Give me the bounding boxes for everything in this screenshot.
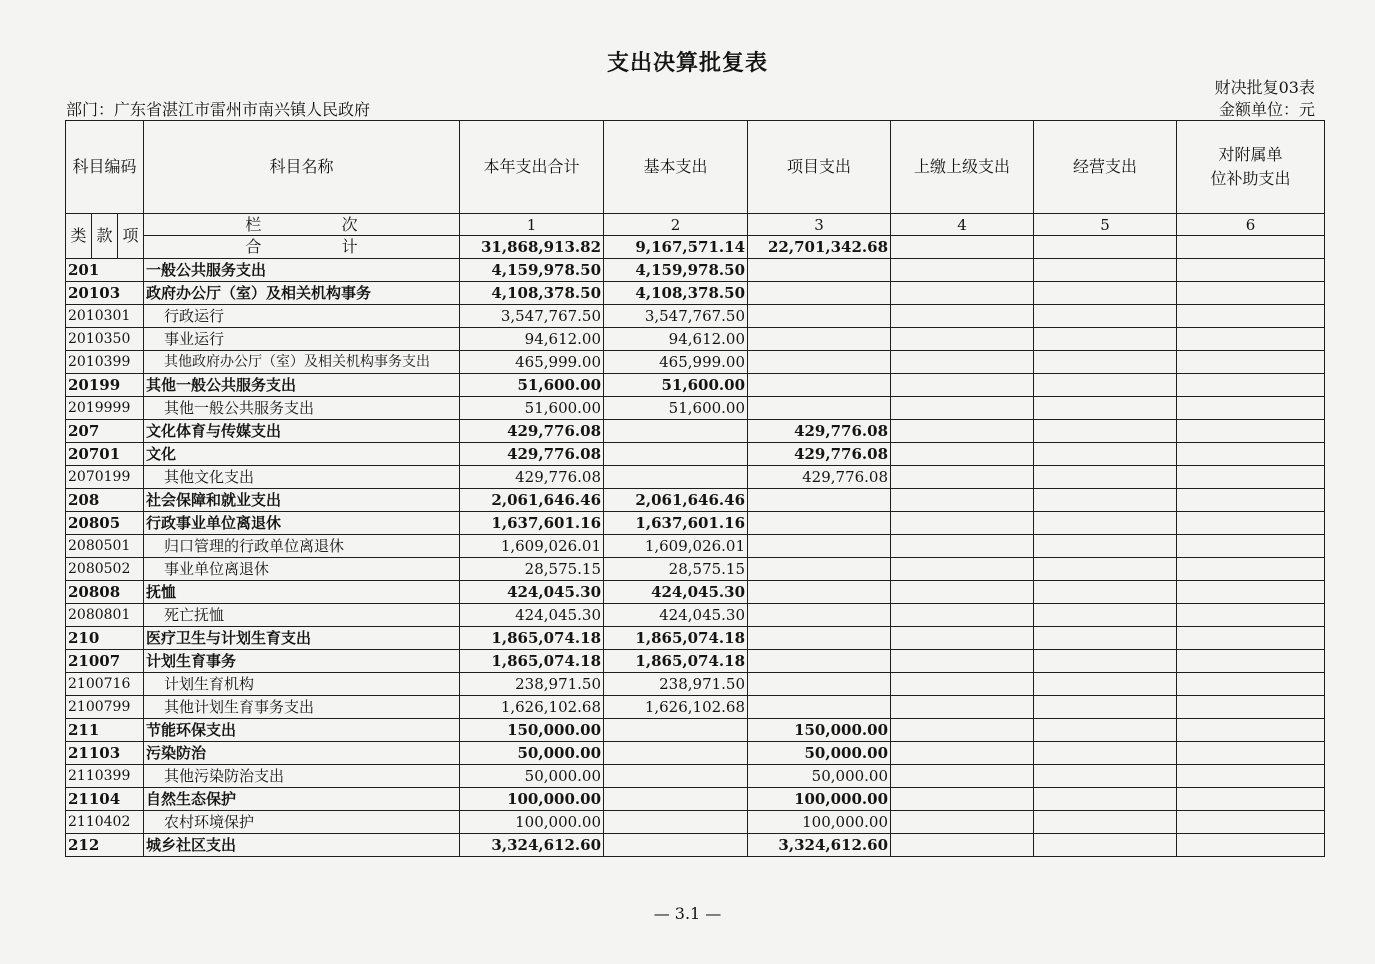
- table-row: [66, 259, 1325, 282]
- table-row: [66, 420, 1325, 443]
- row-name: 污染防治: [144, 742, 460, 765]
- row-project: [748, 512, 891, 535]
- row-subsidy: [1177, 719, 1325, 742]
- table-row: [66, 535, 1325, 558]
- row-project: 50,000.00: [748, 742, 891, 765]
- row-name: 政府办公厅（室）及相关机构事务: [144, 282, 460, 305]
- row-basic: 424,045.30: [604, 604, 748, 627]
- row-basic: 1,865,074.18: [604, 627, 748, 650]
- row-code: 20808: [66, 581, 144, 604]
- table-row: [66, 581, 1325, 604]
- row-total: 429,776.08: [460, 443, 604, 466]
- row-upper: [891, 627, 1034, 650]
- row-project: 50,000.00: [748, 765, 891, 788]
- table-row: [66, 627, 1325, 650]
- row-upper: [891, 420, 1034, 443]
- row-upper: [891, 581, 1034, 604]
- row-code: 208: [66, 489, 144, 512]
- row-project: 3,324,612.60: [748, 834, 891, 857]
- table-row: [66, 374, 1325, 397]
- row-upper: [891, 489, 1034, 512]
- row-total: 51,600.00: [460, 397, 604, 420]
- expenditure-table: [65, 120, 1325, 857]
- row-total: 1,865,074.18: [460, 650, 604, 673]
- row-basic: 465,999.00: [604, 351, 748, 374]
- row-business: [1034, 627, 1177, 650]
- table-row: [66, 512, 1325, 535]
- row-total: 1,609,026.01: [460, 535, 604, 558]
- row-basic: [604, 719, 748, 742]
- header-project: 项目支出: [748, 121, 891, 214]
- row-name: 医疗卫生与计划生育支出: [144, 627, 460, 650]
- header-subsidy-line1: 对附属单: [1218, 145, 1283, 164]
- table-row: [66, 650, 1325, 673]
- table-row: [66, 351, 1325, 374]
- row-upper: [891, 535, 1034, 558]
- row-total: 4,108,378.50: [460, 282, 604, 305]
- table-row: [66, 696, 1325, 719]
- row-business: [1034, 512, 1177, 535]
- row-code: 21103: [66, 742, 144, 765]
- row-total: 1,865,074.18: [460, 627, 604, 650]
- row-project: [748, 489, 891, 512]
- row-project: [748, 535, 891, 558]
- row-name: 其他政府办公厅（室）及相关机构事务支出: [144, 351, 460, 374]
- row-name: 节能环保支出: [144, 719, 460, 742]
- row-code: 207: [66, 420, 144, 443]
- grand-total-project: 22,701,342.68: [748, 236, 891, 259]
- row-subsidy: [1177, 558, 1325, 581]
- row-subsidy: [1177, 397, 1325, 420]
- row-name: 自然生态保护: [144, 788, 460, 811]
- heji-label: [144, 236, 460, 259]
- row-name: 行政事业单位离退休: [144, 512, 460, 535]
- row-basic: 3,547,767.50: [604, 305, 748, 328]
- row-business: [1034, 581, 1177, 604]
- row-total: 429,776.08: [460, 466, 604, 489]
- row-business: [1034, 719, 1177, 742]
- row-upper: [891, 443, 1034, 466]
- row-total: 100,000.00: [460, 811, 604, 834]
- row-project: [748, 696, 891, 719]
- col-index-1: 1: [460, 214, 604, 236]
- lanci-char-a: 栏: [245, 214, 262, 234]
- row-business: [1034, 374, 1177, 397]
- row-basic: 1,637,601.16: [604, 512, 748, 535]
- row-subsidy: [1177, 581, 1325, 604]
- row-upper: [891, 305, 1034, 328]
- grand-total-basic: 9,167,571.14: [604, 236, 748, 259]
- row-upper: [891, 466, 1034, 489]
- row-subsidy: [1177, 811, 1325, 834]
- row-business: [1034, 650, 1177, 673]
- row-name: 社会保障和就业支出: [144, 489, 460, 512]
- row-upper: [891, 834, 1034, 857]
- row-project: [748, 351, 891, 374]
- row-upper: [891, 788, 1034, 811]
- row-subsidy: [1177, 305, 1325, 328]
- table-row: [66, 742, 1325, 765]
- header-subsidy: [1177, 121, 1325, 214]
- row-subsidy: [1177, 282, 1325, 305]
- row-upper: [891, 811, 1034, 834]
- row-name: 农村环境保护: [144, 811, 460, 834]
- table-body: [66, 259, 1325, 857]
- row-upper: [891, 328, 1034, 351]
- row-business: [1034, 466, 1177, 489]
- row-name: 文化体育与传媒支出: [144, 420, 460, 443]
- row-subsidy: [1177, 765, 1325, 788]
- row-business: [1034, 673, 1177, 696]
- col-index-3: 3: [748, 214, 891, 236]
- row-name: 其他一般公共服务支出: [144, 374, 460, 397]
- row-business: [1034, 834, 1177, 857]
- col-index-5: 5: [1034, 214, 1177, 236]
- table-row: [66, 328, 1325, 351]
- row-business: [1034, 397, 1177, 420]
- row-code: 2100716: [66, 673, 144, 696]
- row-upper: [891, 558, 1034, 581]
- row-business: [1034, 535, 1177, 558]
- header-name: 科目名称: [144, 121, 460, 214]
- row-name: 计划生育机构: [144, 673, 460, 696]
- page-title: 支出决算批复表: [606, 51, 768, 76]
- row-code: 2010301: [66, 305, 144, 328]
- row-total: 4,159,978.50: [460, 259, 604, 282]
- row-total: 3,324,612.60: [460, 834, 604, 857]
- row-total: 3,547,767.50: [460, 305, 604, 328]
- table-row: [66, 305, 1325, 328]
- row-basic: 2,061,646.46: [604, 489, 748, 512]
- row-basic: 1,865,074.18: [604, 650, 748, 673]
- row-name: 文化: [144, 443, 460, 466]
- row-total: 150,000.00: [460, 719, 604, 742]
- row-code: 2010399: [66, 351, 144, 374]
- row-business: [1034, 259, 1177, 282]
- row-basic: [604, 443, 748, 466]
- table-row: [66, 811, 1325, 834]
- row-upper: [891, 765, 1034, 788]
- row-name: 其他计划生育事务支出: [144, 696, 460, 719]
- row-project: [748, 604, 891, 627]
- table-row: [66, 282, 1325, 305]
- row-total: 50,000.00: [460, 742, 604, 765]
- row-business: [1034, 328, 1177, 351]
- row-project: [748, 328, 891, 351]
- row-code: 2080801: [66, 604, 144, 627]
- row-code: 2080502: [66, 558, 144, 581]
- row-project: [748, 581, 891, 604]
- row-basic: 94,612.00: [604, 328, 748, 351]
- form-number: 财决批复03表: [1214, 78, 1315, 97]
- row-code: 2110399: [66, 765, 144, 788]
- table-row: [66, 673, 1325, 696]
- lanci-label: [144, 214, 460, 236]
- row-total: 100,000.00: [460, 788, 604, 811]
- row-code: 20103: [66, 282, 144, 305]
- row-basic: [604, 420, 748, 443]
- row-subsidy: [1177, 512, 1325, 535]
- row-total: 238,971.50: [460, 673, 604, 696]
- row-basic: 51,600.00: [604, 397, 748, 420]
- row-upper: [891, 719, 1034, 742]
- row-business: [1034, 351, 1177, 374]
- row-project: 429,776.08: [748, 443, 891, 466]
- row-business: [1034, 305, 1177, 328]
- row-code: 212: [66, 834, 144, 857]
- row-total: 94,612.00: [460, 328, 604, 351]
- table-row: [66, 834, 1325, 857]
- header-kuan: 款: [92, 214, 118, 259]
- table-row: [66, 788, 1325, 811]
- row-business: [1034, 282, 1177, 305]
- row-basic: [604, 788, 748, 811]
- row-name: 其他一般公共服务支出: [144, 397, 460, 420]
- heji-char-b: 计: [341, 237, 358, 256]
- row-project: [748, 650, 891, 673]
- row-upper: [891, 351, 1034, 374]
- row-project: [748, 627, 891, 650]
- row-code: 2070199: [66, 466, 144, 489]
- row-name: 事业运行: [144, 328, 460, 351]
- row-subsidy: [1177, 443, 1325, 466]
- department-label: 部门：广东省湛江市雷州市南兴镇人民政府: [66, 100, 371, 119]
- lanci-char-b: 次: [341, 214, 358, 234]
- row-upper: [891, 650, 1034, 673]
- row-total: 28,575.15: [460, 558, 604, 581]
- row-basic: 424,045.30: [604, 581, 748, 604]
- header-code: 科目编码: [66, 121, 144, 214]
- column-index-row: [66, 214, 1325, 236]
- row-business: [1034, 696, 1177, 719]
- row-subsidy: [1177, 489, 1325, 512]
- grand-total-total: 31,868,913.82: [460, 236, 604, 259]
- row-project: 429,776.08: [748, 420, 891, 443]
- header-business: 经营支出: [1034, 121, 1177, 214]
- row-total: 429,776.08: [460, 420, 604, 443]
- row-subsidy: [1177, 535, 1325, 558]
- row-total: 50,000.00: [460, 765, 604, 788]
- row-name: 其他文化支出: [144, 466, 460, 489]
- table-row: [66, 558, 1325, 581]
- row-business: [1034, 420, 1177, 443]
- row-code: 2110402: [66, 811, 144, 834]
- table-row: [66, 466, 1325, 489]
- row-upper: [891, 673, 1034, 696]
- col-index-6: 6: [1177, 214, 1325, 236]
- row-upper: [891, 397, 1034, 420]
- row-upper: [891, 512, 1034, 535]
- row-subsidy: [1177, 788, 1325, 811]
- row-name: 一般公共服务支出: [144, 259, 460, 282]
- row-upper: [891, 282, 1034, 305]
- row-code: 210: [66, 627, 144, 650]
- row-project: [748, 558, 891, 581]
- col-index-4: 4: [891, 214, 1034, 236]
- row-name: 行政运行: [144, 305, 460, 328]
- row-basic: 51,600.00: [604, 374, 748, 397]
- row-business: [1034, 788, 1177, 811]
- header-xiang: 项: [118, 214, 144, 259]
- row-project: 150,000.00: [748, 719, 891, 742]
- row-project: [748, 259, 891, 282]
- header-basic: 基本支出: [604, 121, 748, 214]
- row-subsidy: [1177, 374, 1325, 397]
- row-total: 2,061,646.46: [460, 489, 604, 512]
- row-business: [1034, 558, 1177, 581]
- row-code: 2100799: [66, 696, 144, 719]
- row-code: 20805: [66, 512, 144, 535]
- row-name: 抚恤: [144, 581, 460, 604]
- row-project: [748, 282, 891, 305]
- header-row: [66, 121, 1325, 214]
- row-basic: [604, 811, 748, 834]
- row-name: 事业单位离退休: [144, 558, 460, 581]
- row-subsidy: [1177, 650, 1325, 673]
- row-name: 计划生育事务: [144, 650, 460, 673]
- heji-char-a: 合: [245, 237, 262, 256]
- row-subsidy: [1177, 328, 1325, 351]
- row-code: 2010350: [66, 328, 144, 351]
- row-upper: [891, 374, 1034, 397]
- page-number: — 3.1 —: [653, 904, 722, 923]
- row-upper: [891, 742, 1034, 765]
- row-project: 100,000.00: [748, 788, 891, 811]
- unit-label: 金额单位：元: [1218, 100, 1315, 119]
- row-business: [1034, 811, 1177, 834]
- row-total: 1,637,601.16: [460, 512, 604, 535]
- row-project: 100,000.00: [748, 811, 891, 834]
- row-code: 2080501: [66, 535, 144, 558]
- header-upper: 上缴上级支出: [891, 121, 1034, 214]
- header-total: 本年支出合计: [460, 121, 604, 214]
- row-name: 归口管理的行政单位离退休: [144, 535, 460, 558]
- row-subsidy: [1177, 673, 1325, 696]
- row-business: [1034, 443, 1177, 466]
- row-code: 2019999: [66, 397, 144, 420]
- row-subsidy: [1177, 351, 1325, 374]
- row-business: [1034, 742, 1177, 765]
- row-code: 21007: [66, 650, 144, 673]
- row-basic: 4,159,978.50: [604, 259, 748, 282]
- row-subsidy: [1177, 696, 1325, 719]
- table-row: [66, 604, 1325, 627]
- row-code: 20701: [66, 443, 144, 466]
- row-name: 城乡社区支出: [144, 834, 460, 857]
- row-total: 424,045.30: [460, 581, 604, 604]
- row-total: 51,600.00: [460, 374, 604, 397]
- row-code: 20199: [66, 374, 144, 397]
- row-subsidy: [1177, 466, 1325, 489]
- row-basic: 4,108,378.50: [604, 282, 748, 305]
- row-basic: 238,971.50: [604, 673, 748, 696]
- col-index-2: 2: [604, 214, 748, 236]
- table-row: [66, 765, 1325, 788]
- row-project: [748, 374, 891, 397]
- row-code: 211: [66, 719, 144, 742]
- row-code: 21104: [66, 788, 144, 811]
- table-row: [66, 719, 1325, 742]
- row-subsidy: [1177, 604, 1325, 627]
- row-subsidy: [1177, 420, 1325, 443]
- row-subsidy: [1177, 627, 1325, 650]
- table-row: [66, 443, 1325, 466]
- table-row: [66, 489, 1325, 512]
- row-basic: [604, 466, 748, 489]
- row-name: 死亡抚恤: [144, 604, 460, 627]
- row-basic: 1,626,102.68: [604, 696, 748, 719]
- row-subsidy: [1177, 742, 1325, 765]
- row-project: [748, 305, 891, 328]
- row-basic: [604, 765, 748, 788]
- table-row: [66, 397, 1325, 420]
- row-total: 465,999.00: [460, 351, 604, 374]
- row-total: 424,045.30: [460, 604, 604, 627]
- row-code: 201: [66, 259, 144, 282]
- row-basic: 1,609,026.01: [604, 535, 748, 558]
- header-lei: 类: [66, 214, 92, 259]
- row-project: 429,776.08: [748, 466, 891, 489]
- row-subsidy: [1177, 259, 1325, 282]
- row-business: [1034, 489, 1177, 512]
- row-subsidy: [1177, 834, 1325, 857]
- row-basic: [604, 834, 748, 857]
- header-subsidy-line2: 位补助支出: [1210, 169, 1291, 188]
- row-name: 其他污染防治支出: [144, 765, 460, 788]
- row-total: 1,626,102.68: [460, 696, 604, 719]
- row-upper: [891, 696, 1034, 719]
- row-business: [1034, 765, 1177, 788]
- row-upper: [891, 604, 1034, 627]
- row-project: [748, 397, 891, 420]
- row-business: [1034, 604, 1177, 627]
- grand-total-row: [66, 236, 1325, 259]
- row-upper: [891, 259, 1034, 282]
- row-basic: [604, 742, 748, 765]
- row-project: [748, 673, 891, 696]
- row-basic: 28,575.15: [604, 558, 748, 581]
